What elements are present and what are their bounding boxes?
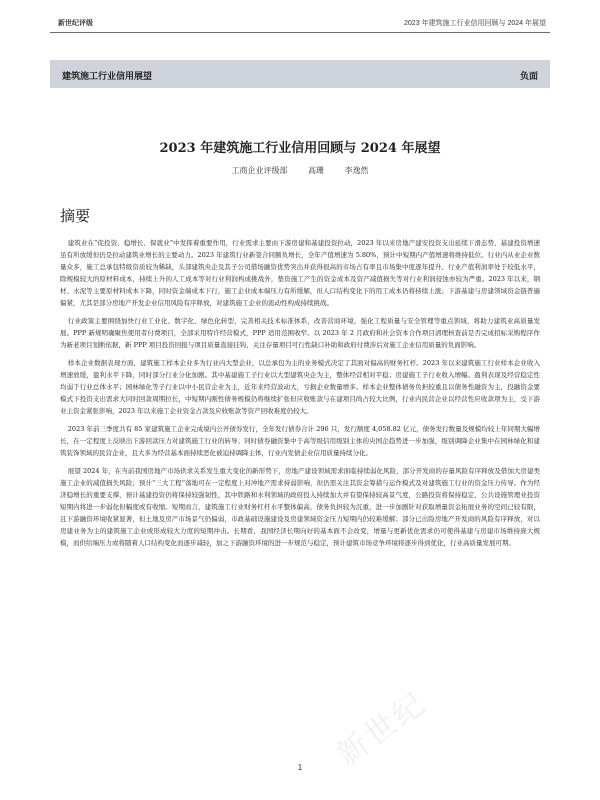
abstract-paragraph: 建筑业在“促投资、稳增长、保就业”中发挥着重要作用，行业需求主要由下游房建和基建投资拉动，2023 年以来房地产建安投资支出延续下滑态势，基建投资增速虽有所放缓但仍是拉动建筑业增长的主要动力。2023 年建筑行业新签合同额负增长，全年产值增速为 5.80%，预计中短期内产值增速将维持低位。行业内从业企业数量众多，施工总承包特级资质较为稀缺，头部建筑央企及其子公司借场融资优势突出并获得很高的市场占有率且市场集中度逐年提升。行业产值利润率处于较低水平，除规模较大的原材料成本，持续上升的人工成本等对行业利润构成挑战外，垫资施工产生的资金成本及资产减值损失等对行业利润侵蚀亦较为严重。2023 年以来，钢材、水泥等主要原材料成本下降，同时资金端成本下行，施工企业成本端压力有所缓解，但人口结构变化下的用工成本仍将持续上涨；下游基建与房建领域资金链普遍偏紧，尤其是部分房地产开发企业信用风险有序释放，对建筑施工企业的流动性构成持续挑战。 bbox=[60, 239, 540, 307]
report-title: 2023 年建筑施工行业信用回顾与 2024 年展望 bbox=[159, 141, 441, 156]
running-header bbox=[50, 12, 550, 33]
page-number: 1 bbox=[297, 763, 303, 772]
category-band bbox=[50, 60, 550, 88]
watermark: 新世纪 bbox=[331, 684, 435, 774]
abstract-paragraph: 2023 年前三季度共有 85 家建筑施工企业完成境内公开债券发行，全年发行债券合计 296 只，发行额度 4,058.82 亿元，债务发行数量及规模均较上年同期大幅增长，在一定程度上反映出下游回款压力对建筑施工行业的转导；同时债券融资集中于高等级信用级别主体的央国企趋势进一步加强，级别调降企业集中在园林绿化和建筑装饰领域的民营企业，且大多为经营基本面持续恶化被迫持调降主体，行业内发债企业信用质量持续分化。 bbox=[60, 425, 540, 457]
author-name: 高珊 bbox=[308, 166, 324, 175]
category-label: 建筑施工行业信用展望 bbox=[62, 71, 153, 81]
department-name: 工商企业评级部 bbox=[231, 166, 288, 175]
abstract-body bbox=[60, 237, 540, 555]
outlook-label: 负面 bbox=[519, 71, 538, 81]
abstract-paragraph: 展望 2024 年，在当前我国房地产市场供求关系发生重大变化的新形势下，房地产建设领域需求面临持续弱化风险，部分开发商的存量风险有序释放及借加大房建类施工企业的减值损失风险；预计“三大工程”落地可在一定程度上对冲地产需求持弱影响，但仍需关注其资金筹措与运作模式及对建筑施工行业的资金压力传导。作为经济稳增长的重要支撑，预计基建投资仍将保持较强韧性，其中铁路和水利领域的政府投入持续加大并有望保持较高景气度，公路投资将保持稳定，公共设施管理业投资短期内将进一步弱化但幅度或有收缩。短期而言，建筑施工行业财务杠杆水平整体偏高，债务负担较为沉重，进一步加剧针对获取增量资金拓展业务的空间已较有限，且下游融资环境收紧显著，但土地及房产市场景气仍偏弱，市政基础设施建设及房建领域资金压力短期内仍较难缓解；部分已出险房地产开发商的风险有序释放，对以房建业务为主的建筑施工企业或形成较大力度的短期冲击。长期看，我国经济长期向好的基本面不会改变，增量与更新优化需求仍可使得基建与房建市场维持庞大规模，而供给端压力或将随着人口结构变化而逐步减轻，加之下游融资环境的进一步规范与稳定，预计建筑市场竞争环境将逐步得到优化，行业高质量发展可期。 bbox=[60, 467, 540, 547]
author-name: 李逸然 bbox=[344, 166, 369, 175]
abstract-paragraph: 样本企业数据表现方面，建筑施工样本企业多为行业内大型企业，以总承包为主的业务模式决定了其面对偏高的财务杠杆。2023 年以来建筑施工行业样本企业收入增速放缓，盈利水平下降，同时部分行业分化加剧。其中基建施工子行业以大型建筑央企为主，整体经营相对平稳；房建施工子行业收入增幅、盈利表现及经营稳定性均弱于行业总体水平；园林绿化等子行业以中小民营企业为主，近年来经营波动大，亏损企业数量增多。样本企业整体债务负担较重且以债务性融资为主，投融资金要模式下投资支出需求大同时回款周期拉长，中短期内刚性债务规模仍将继续扩张但应收账款与在建项目尚占较大比例，行业内民营企业以经营性应收款项为主，受下游业主资金紧张影响，2023 年以来施工企业资金占款及应收账款等资产回收难度仍较大。 bbox=[60, 359, 540, 415]
abstract-heading: 摘要 bbox=[60, 208, 91, 225]
running-title: 2023 年建筑施工行业信用回顾与 2024 年展望 bbox=[404, 20, 546, 27]
author-line bbox=[0, 165, 600, 176]
brand-name: 新世纪评级 bbox=[58, 20, 93, 27]
abstract-paragraph: 行业政策主要围绕加快行业工业化、数字化、绿色化转型，完善相关技术标准体系，改善营商环境，强化工程质量与安全管理等重点领域，将助力建筑业高质量发展。PPP 新规明确聚焦使用者付费项目，全部采用特许经营模式，PPP 适用范围收窄。以 2023 年 2 月政府和社会资本合作项目清理核查前是否完成招标采购程序作为新老项目划断依据，新 PPP 项目投资回报与项目质量直接挂钩，关注存量项目可行性缺口补助和政府付费涉后对施工企业信用质量的负面影响。 bbox=[60, 317, 540, 349]
